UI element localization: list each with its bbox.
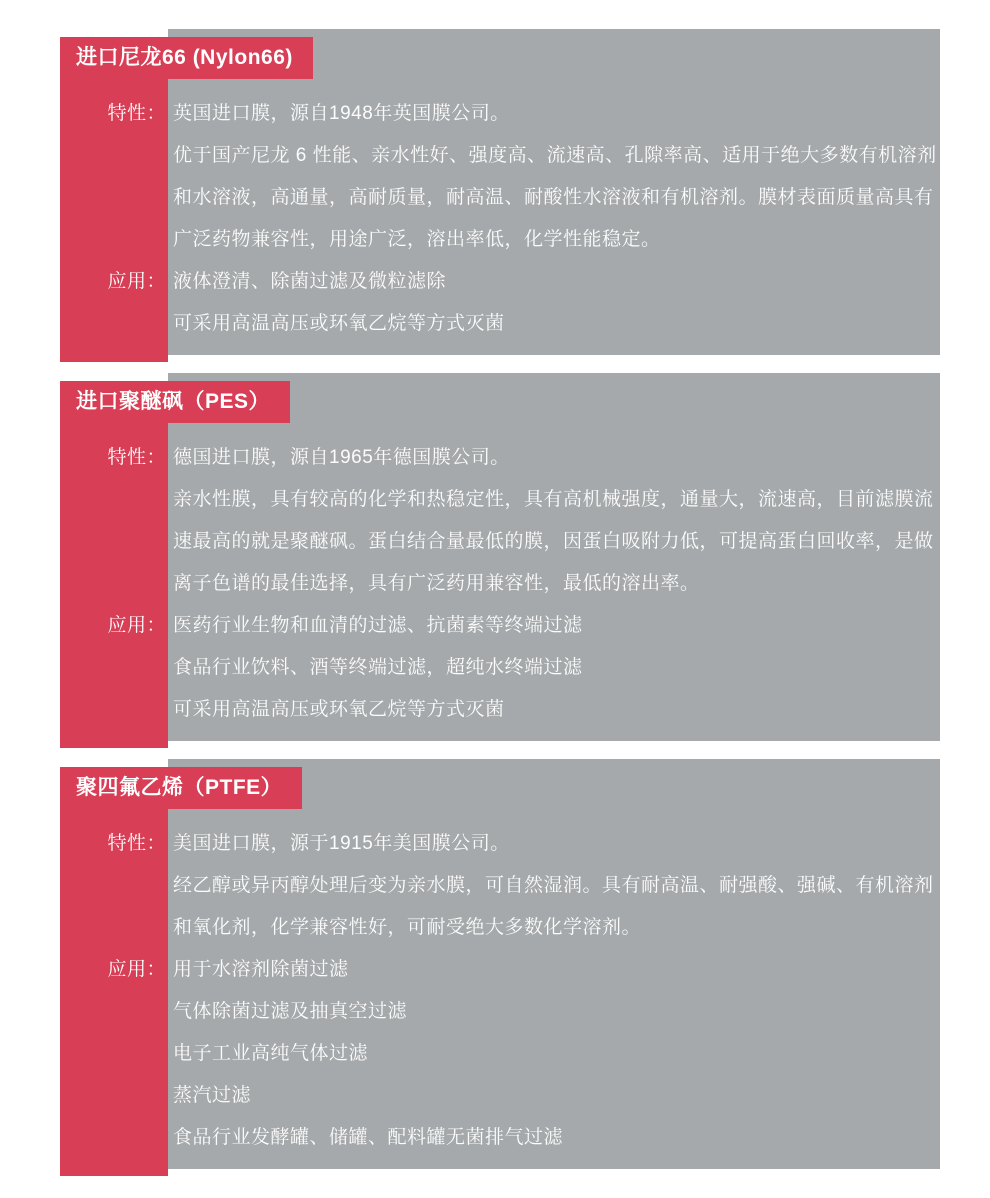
field-label — [60, 135, 168, 177]
application-row — [60, 605, 940, 647]
feature-row — [60, 177, 940, 219]
row-text: 和水溶液，高通量，高耐质量，耐高温、耐酸性水溶液和有机溶剂。膜材表面质量高具有 — [173, 187, 934, 208]
section-title-tab — [60, 37, 313, 79]
row-text: 用于水溶剂除菌过滤 — [173, 959, 349, 980]
row-text: 优于国产尼龙 6 性能、亲水性好、强度高、流速高、孔隙率高、适用于绝大多数有机溶剂 — [173, 145, 937, 166]
feature-row — [60, 135, 940, 177]
product-section-nylon66 — [60, 29, 940, 355]
row-text: 医药行业生物和血清的过滤、抗菌素等终端过滤 — [173, 615, 583, 636]
application-row — [60, 303, 940, 345]
product-section-ptfe — [60, 759, 940, 1169]
application-row — [60, 689, 940, 731]
application-row — [60, 1075, 940, 1117]
row-text: 亲水性膜，具有较高的化学和热稳定性，具有高机械强度，通量大，流速高，目前滤膜流 — [173, 489, 934, 510]
row-text: 美国进口膜，源于1915年美国膜公司。 — [173, 833, 510, 854]
field-label — [60, 177, 168, 219]
application-row — [60, 991, 940, 1033]
section-title-tab — [60, 767, 302, 809]
feature-row — [60, 521, 940, 563]
field-label — [60, 689, 168, 731]
field-label — [60, 219, 168, 261]
application-row — [60, 647, 940, 689]
field-label: 特性： — [107, 833, 166, 854]
field-label: 应用： — [107, 959, 166, 980]
feature-row — [60, 563, 940, 605]
field-label: 特性： — [107, 103, 166, 124]
row-text: 可采用高温高压或环氧乙烷等方式灭菌 — [173, 699, 505, 720]
feature-row — [60, 823, 940, 865]
application-row — [60, 1033, 940, 1075]
row-text: 气体除菌过滤及抽真空过滤 — [173, 1001, 408, 1022]
row-text: 液体澄清、除菌过滤及微粒滤除 — [173, 271, 447, 292]
field-label — [60, 479, 168, 521]
field-label — [60, 991, 168, 1033]
field-label — [60, 1033, 168, 1075]
row-text: 速最高的就是聚醚砜。蛋白结合量最低的膜，因蛋白吸附力低，可提高蛋白回收率，是做 — [173, 531, 934, 552]
field-label — [60, 865, 168, 907]
feature-row — [60, 219, 940, 261]
feature-row — [60, 437, 940, 479]
field-label — [60, 647, 168, 689]
row-text: 和氧化剂，化学兼容性好，可耐受绝大多数化学溶剂。 — [173, 917, 642, 938]
row-text: 广泛药物兼容性，用途广泛，溶出率低，化学性能稳定。 — [173, 229, 661, 250]
section-title-tab — [60, 381, 290, 423]
row-text: 离子色谱的最佳选择，具有广泛药用兼容性，最低的溶出率。 — [173, 573, 700, 594]
row-text: 德国进口膜，源自1965年德国膜公司。 — [173, 447, 510, 468]
row-text: 经乙醇或异丙醇处理后变为亲水膜，可自然湿润。具有耐高温、耐强酸、强碱、有机溶剂 — [173, 875, 934, 896]
field-label — [60, 1117, 168, 1159]
section-body — [107, 373, 940, 741]
field-label — [60, 303, 168, 345]
field-label: 应用： — [107, 615, 166, 636]
row-text: 可采用高温高压或环氧乙烷等方式灭菌 — [173, 313, 505, 334]
row-text: 食品行业发酵罐、储罐、配料罐无菌排气过滤 — [173, 1127, 564, 1148]
feature-row — [60, 479, 940, 521]
application-row — [60, 949, 940, 991]
field-label: 应用： — [107, 271, 166, 292]
feature-row — [60, 865, 940, 907]
product-section-pes — [60, 373, 940, 741]
feature-row — [60, 93, 940, 135]
application-row — [60, 1117, 940, 1159]
section-body — [107, 759, 940, 1169]
row-text: 电子工业高纯气体过滤 — [173, 1043, 369, 1064]
row-text: 食品行业饮料、酒等终端过滤，超纯水终端过滤 — [173, 657, 583, 678]
section-title: 进口尼龙66 (Nylon66) — [76, 46, 293, 69]
section-title: 进口聚醚砜（PES） — [76, 390, 271, 413]
feature-row — [60, 907, 940, 949]
row-text: 英国进口膜，源自1948年英国膜公司。 — [173, 103, 510, 124]
field-label — [60, 521, 168, 563]
application-row — [60, 261, 940, 303]
field-label — [60, 907, 168, 949]
field-label — [60, 563, 168, 605]
field-label: 特性： — [107, 447, 166, 468]
row-text: 蒸汽过滤 — [173, 1085, 252, 1106]
section-title: 聚四氟乙烯（PTFE） — [76, 776, 283, 799]
field-label — [60, 1075, 168, 1117]
